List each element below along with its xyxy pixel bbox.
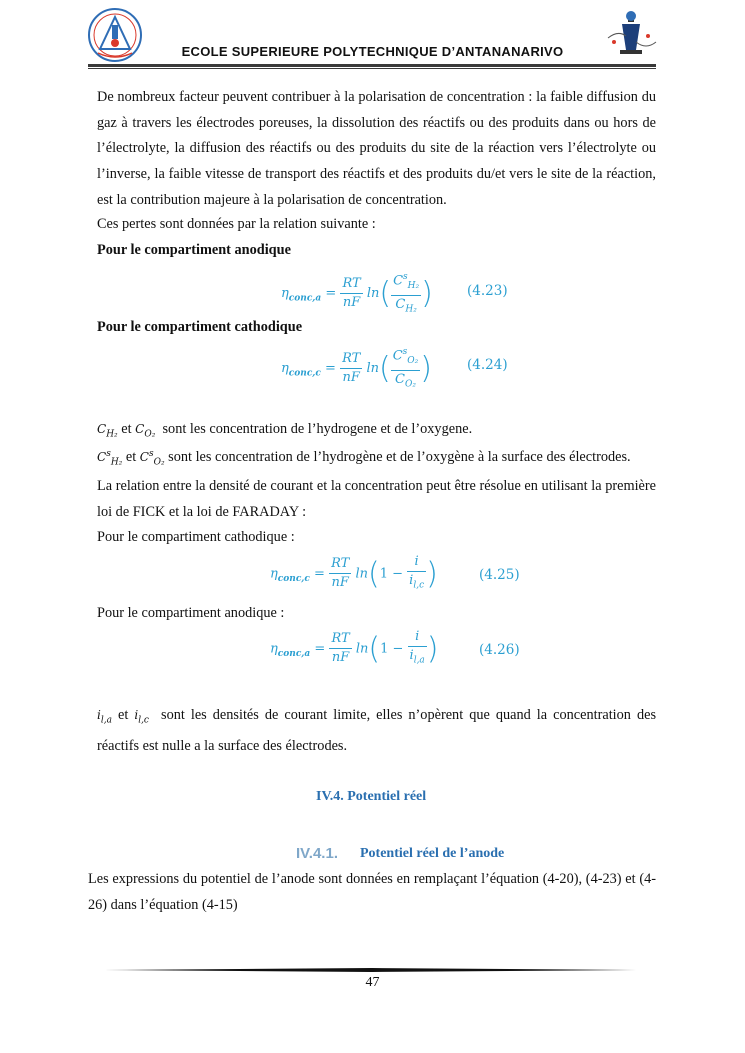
concentration-line [97, 421, 472, 439]
header-title: ECOLE SUPERIEURE POLYTECHNIQUE D’ANTANANARIVO [181, 44, 564, 59]
relation-paragraph: La relation entre la densité de courant et la concentration peut être résolue en utilisant la première loi de FICK et la loi de FARADAY : [97, 478, 656, 520]
symbol-c-h2: $C_{H_2}$ [97, 422, 118, 440]
et-word-3: et [117, 707, 129, 723]
cathode-heading: Pour le compartiment cathodique [97, 319, 303, 335]
equation-4-25: $\eta_{conc,c}$ = $\frac{RT}{nF}$ ln(1 − $\frac{i}{i_{l,c}}$ ) [270, 554, 438, 592]
limit-current-text: sont les densités de courant limite, elles n’opèrent que quand la concentration des réactifs est nulle a la surface des électrodes. [97, 707, 657, 755]
footer-rule [104, 968, 641, 972]
cathode-plain-heading: Pour le compartiment cathodique : [97, 529, 295, 545]
intro-paragraph: De nombreux facteur peuvent contribuer à la polarisation de concentration : la faible diffusion du gaz à travers les électrodes poreuses, la dissolution des réactifs ou des produits dans ou hors de l’électrolyte, la diffusion des réactifs ou des produits du site de la réaction vers l’électrolyte ou l’inverse, la faible vitesse de transport des réactifs et des produits du/et vers le site de la réaction, est la contribution majeure à la polarisation de concentration. [97, 89, 656, 208]
header-rule-thin [88, 68, 656, 69]
concentration-text: sont les concentration de l’hydrogene et de l’oxygene. [162, 421, 473, 437]
equation-number-4-24: (4.24) [467, 357, 508, 373]
et-word: et [121, 421, 132, 437]
subsection-title: Potentiel réel de l’anode [360, 846, 505, 861]
anode-plain-heading: Pour le compartiment anodique : [97, 605, 285, 621]
limit-current-paragraph [97, 703, 656, 760]
equation-number-4-26: (4.26) [479, 642, 520, 658]
et-word-2: et [125, 449, 137, 465]
equation-number-4-23: (4.23) [467, 283, 508, 299]
final-paragraph: Les expressions du potentiel de l’anode sont données en remplaçant l’équation (4-20), (4-23) et (4-26) dans l’équation (4-15) [88, 871, 656, 913]
symbol-c-s-o2: $C^s_{O_2}$ [139, 449, 165, 468]
symbol-i-lc: $i_{l,c}$ [134, 708, 149, 726]
symbol-c-o2: $C_{O_2}$ [135, 422, 156, 440]
surface-concentration-text: sont les concentration de l’hydrogène et de l’oxygène à la surface des électrodes. [168, 449, 631, 465]
surface-concentration-line [97, 449, 631, 467]
equation-4-24: $\eta_{conc,c}$ = $\frac{RT}{nF}$ ln( $\frac{C^s_{O_2}}{C_{O_2}}$ ) [281, 343, 432, 394]
equation-number-4-25: (4.25) [479, 567, 520, 583]
page-number: 47 [365, 975, 380, 990]
section-title: IV.4. Potentiel réel [316, 789, 427, 804]
equation-4-23: $\eta_{conc,a}$ = $\frac{RT}{nF}$ ln( $\frac{C^s_{H_2}}{C_{H_2}}$ ) [281, 268, 433, 319]
equation-4-26: $\eta_{conc,a}$ = $\frac{RT}{nF}$ ln(1 − $\frac{i}{i_{l,a}}$ ) [270, 629, 439, 667]
symbol-c-s-h2: $C^s_{H_2}$ [97, 449, 123, 468]
symbol-i-la: $i_{l,a}$ [97, 708, 112, 726]
subsection-number: IV.4.1. [296, 845, 338, 862]
header-rule [88, 64, 656, 67]
anode-heading: Pour le compartiment anodique [97, 242, 291, 258]
relation-intro: Ces pertes sont données par la relation suivante : [97, 216, 376, 232]
